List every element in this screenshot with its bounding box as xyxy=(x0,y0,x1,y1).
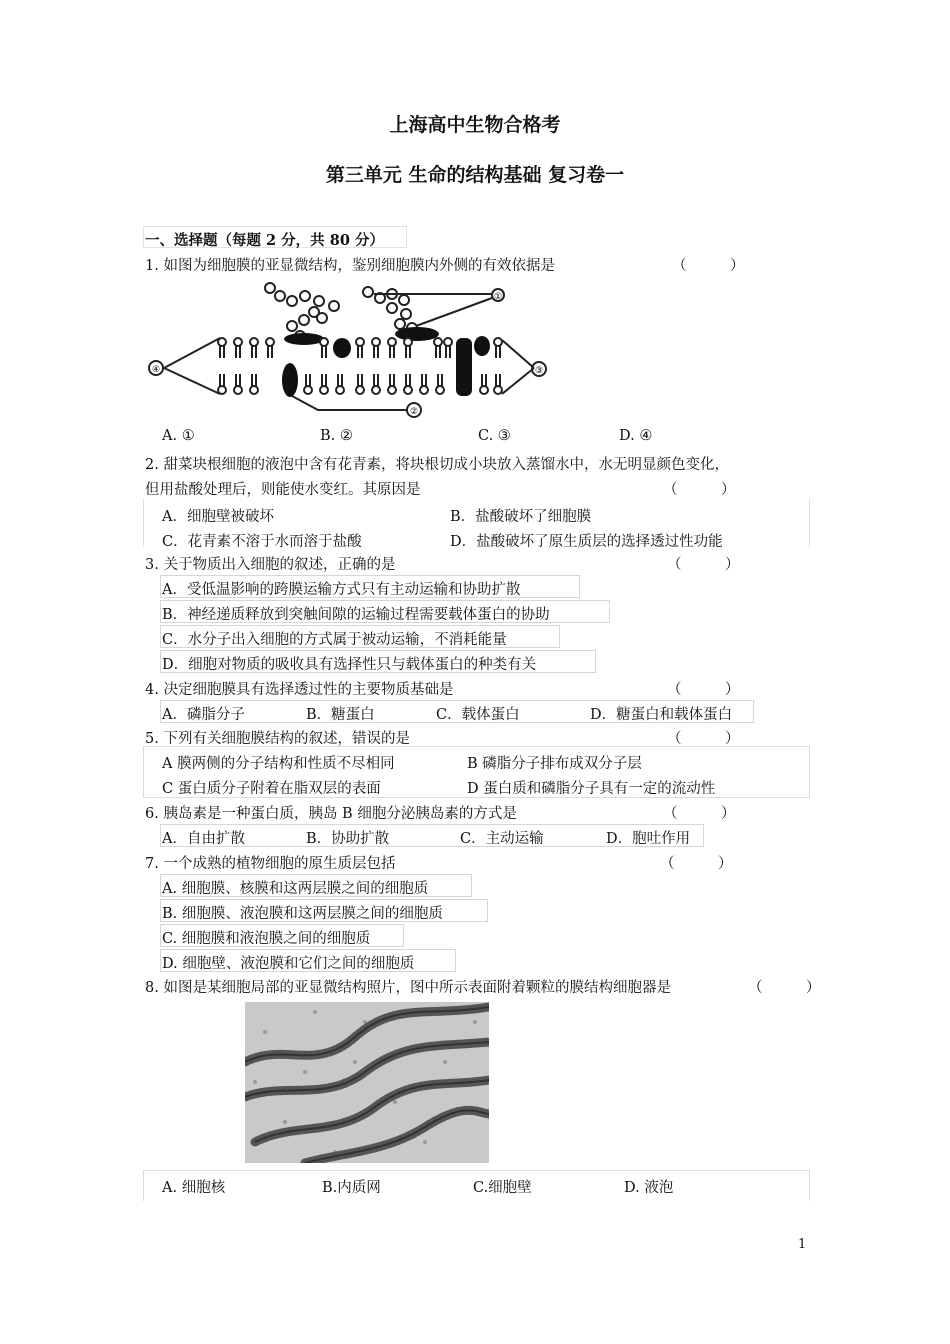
q8-option-d[interactable]: D. 液泡 xyxy=(624,1180,674,1196)
q3-option-a[interactable]: A．受低温影响的跨膜运输方式只有主动运输和协助扩散 xyxy=(162,582,521,598)
q1-option-d[interactable]: D. ④ xyxy=(619,428,653,444)
q2-option-d[interactable]: D．盐酸破坏了原生质层的选择透过性功能 xyxy=(450,534,723,550)
question-2-stem: 2. 甜菜块根细胞的液泡中含有花青素，将块根切成小块放入蒸馏水中，水无明显颜色变化， xyxy=(145,457,729,473)
q4-option-b[interactable]: B．糖蛋白 xyxy=(306,707,375,723)
q2-option-a[interactable]: A．细胞壁被破坏 xyxy=(162,509,274,525)
q6-option-d[interactable]: D．胞吐作用 xyxy=(606,831,691,847)
q8-option-a[interactable]: A. 细胞核 xyxy=(162,1180,226,1196)
question-6-stem: 6. 胰岛素是一种蛋白质，胰岛 B 细胞分泌胰岛素的方式是 xyxy=(145,806,517,822)
diagram-label-4: ④ xyxy=(151,365,161,375)
diagram-label-2: ② xyxy=(409,407,419,417)
section-heading: 一、选择题（每题 2 分，共 80 分） xyxy=(145,232,384,249)
q3-option-b[interactable]: B．神经递质释放到突触间隙的运输过程需要载体蛋白的协助 xyxy=(162,607,550,623)
page-subtitle: 第三单元 生命的结构基础 复习卷一 xyxy=(325,164,625,186)
q5-option-b[interactable]: B 磷脂分子排布成双分子层 xyxy=(467,756,642,772)
q7-option-b[interactable]: B. 细胞膜、液泡膜和这两层膜之间的细胞质 xyxy=(162,906,443,922)
q1-option-c[interactable]: C. ③ xyxy=(478,428,511,444)
q2-option-c[interactable]: C．花青素不溶于水而溶于盐酸 xyxy=(162,534,362,550)
page-title: 上海高中生物合格考 xyxy=(389,114,561,136)
question-8-stem: 8. 如图是某细胞局部的亚显微结构照片，图中所示表面附着颗粒的膜结构细胞器是 xyxy=(145,980,671,996)
question-4-answer-paren: （ ） xyxy=(667,682,740,698)
question-4-stem: 4. 决定细胞膜具有选择透过性的主要物质基础是 xyxy=(145,682,454,698)
q5-option-c[interactable]: C 蛋白质分子附着在脂双层的表面 xyxy=(162,781,381,797)
question-3-stem: 3. 关于物质出入细胞的叙述，正确的是 xyxy=(145,557,396,573)
question-5-stem: 5. 下列有关细胞膜结构的叙述，错误的是 xyxy=(145,731,410,747)
q6-option-c[interactable]: C．主动运输 xyxy=(460,831,544,847)
q3-option-d[interactable]: D．细胞对物质的吸收具有选择性只与载体蛋白的种类有关 xyxy=(162,657,537,673)
question-7-answer-paren: （ ） xyxy=(660,856,733,872)
q7-option-a[interactable]: A. 细胞膜、核膜和这两层膜之间的细胞质 xyxy=(162,881,429,897)
q8-option-b[interactable]: B.内质网 xyxy=(322,1180,381,1196)
page-number: 1 xyxy=(798,1237,807,1252)
q1-option-a[interactable]: A. ① xyxy=(162,428,195,444)
q5-option-d[interactable]: D 蛋白质和磷脂分子具有一定的流动性 xyxy=(467,781,716,797)
q8-option-c[interactable]: C.细胞壁 xyxy=(473,1180,532,1196)
q4-option-c[interactable]: C．载体蛋白 xyxy=(436,707,520,723)
q4-option-d[interactable]: D．糖蛋白和载体蛋白 xyxy=(590,707,733,723)
q3-option-c[interactable]: C．水分子出入细胞的方式属于被动运输，不消耗能量 xyxy=(162,632,507,648)
cell-membrane-diagram xyxy=(142,276,552,422)
q1-option-b[interactable]: B. ② xyxy=(320,428,353,444)
question-7-stem: 7. 一个成熟的植物细胞的原生质层包括 xyxy=(145,856,396,872)
endoplasmic-reticulum-micrograph xyxy=(245,1002,489,1163)
q6-option-b[interactable]: B．协助扩散 xyxy=(306,831,390,847)
question-6-answer-paren: （ ） xyxy=(663,806,736,822)
question-1-stem: 1. 如图为细胞膜的亚显微结构，鉴别细胞膜内外侧的有效依据是 xyxy=(145,258,555,274)
q7-option-d[interactable]: D. 细胞壁、液泡膜和它们之间的细胞质 xyxy=(162,956,415,972)
question-2-stem-line2: 但用盐酸处理后，则能使水变红。其原因是 xyxy=(145,482,421,498)
question-8-answer-paren: （ ） xyxy=(748,980,821,996)
q6-option-a[interactable]: A．自由扩散 xyxy=(162,831,245,847)
diagram-label-1: ① xyxy=(493,292,503,302)
question-1-answer-paren: （ ） xyxy=(672,258,745,274)
q4-option-a[interactable]: A．磷脂分子 xyxy=(162,707,245,723)
question-3-answer-paren: （ ） xyxy=(667,557,740,573)
q2-option-b[interactable]: B．盐酸破坏了细胞膜 xyxy=(450,509,592,525)
question-2-answer-paren: （ ） xyxy=(663,482,736,498)
q5-option-a[interactable]: A 膜两侧的分子结构和性质不尽相同 xyxy=(162,756,395,772)
diagram-label-3: ③ xyxy=(534,366,544,376)
q7-option-c[interactable]: C. 细胞膜和液泡膜之间的细胞质 xyxy=(162,931,371,947)
question-5-answer-paren: （ ） xyxy=(667,731,740,747)
